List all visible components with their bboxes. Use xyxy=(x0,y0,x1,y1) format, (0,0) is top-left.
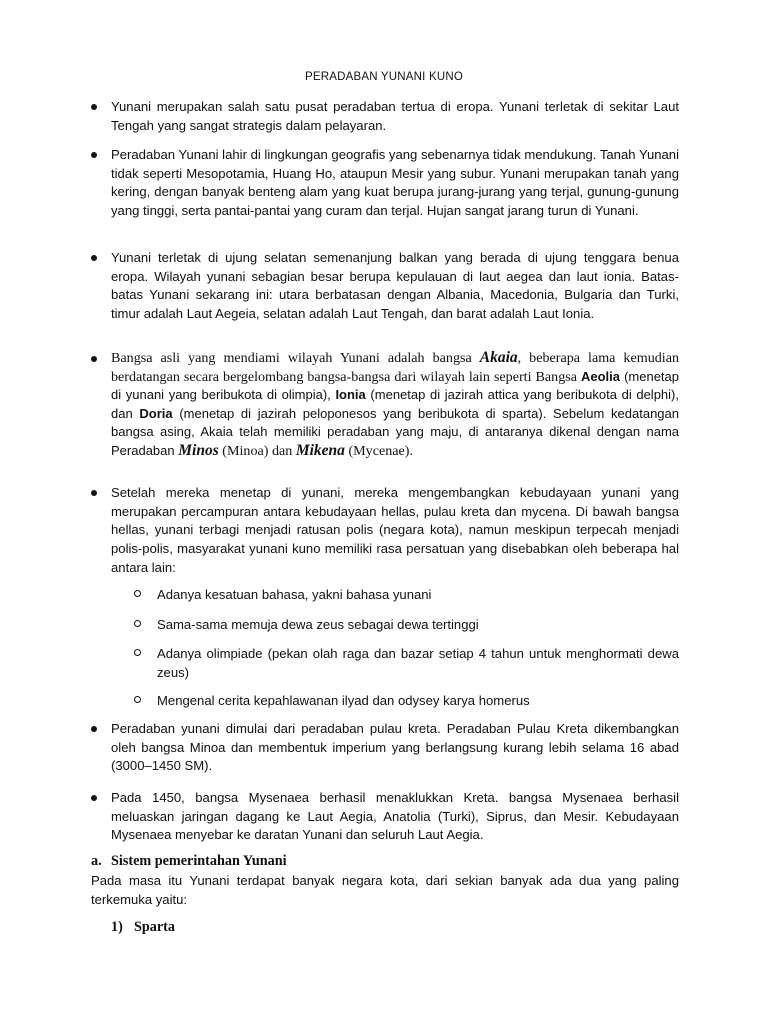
circle-bullet-icon xyxy=(134,649,141,656)
bullet-text-4 xyxy=(111,349,679,461)
text-run: Bangsa asli yang mendiami wilayah Yunani adalah bangsa xyxy=(111,350,480,366)
subsection-title: Sparta xyxy=(134,919,175,935)
bullet-icon xyxy=(91,726,97,732)
subsection-heading-1 xyxy=(111,919,175,936)
bullet-text-5: Setelah mereka menetap di yunani, mereka mengembangkan kebudayaan yunani yang merupakan percampuran antara kebudayaan hellas, pulau kreta dan mycena. Di bawah bangsa hellas, yunani terbagi menjadi ratusan polis (negara kota), namun meskipun terpecah menjadi polis-polis, masyarakat yunani kuno memiliki rasa persatuan yang disebabkan oleh beberapa hal antara lain: xyxy=(111,485,679,575)
bullet-icon xyxy=(91,104,97,110)
sub-text-1: Adanya kesatuan bahasa, yakni bahasa yunani xyxy=(157,587,432,602)
term-mikena: Mikena xyxy=(295,441,345,459)
text-run: (menetap di jazirah peloponesos yang beribukota di sparta). Sebelum kedatangan bangsa asing, Akaia telah memiliki peradaban yang maju, di antaranya dikenal dengan nama Peradaban xyxy=(111,405,679,458)
text-run: (menetap di jazirah attica yang beribukota di delphi), dan xyxy=(111,387,679,421)
sub-text-4: Mengenal cerita kepahlawanan ilyad dan odysey karya homerus xyxy=(157,693,530,708)
sub-text-3: Adanya olimpiade (pekan olah raga dan bazar setiap 4 tahun untuk menghormati dewa zeus) xyxy=(157,646,679,680)
section-title: Sistem pemerintahan Yunani xyxy=(111,853,287,869)
bullet-text-3: Yunani terletak di ujung selatan semenanjung balkan yang berada di ujung tenggara benua eropa. Wilayah yunani sebagian besar berupa kepulauan di laut aegea dan laut ionia. Batas-batas Yunani sekarang ini: utara berbatasan dengan Albania, Macedonia, Bulgaria dan Turki, timur adalah Laut Aegeia, selatan adalah Laut Tengah, dan barat adalah Laut Ionia. xyxy=(111,250,679,322)
term-ionia: Ionia xyxy=(335,387,366,403)
section-heading-a xyxy=(91,853,287,870)
bullet-icon xyxy=(91,490,97,496)
bullet-text-2: Peradaban Yunani lahir di lingkungan geografis yang sebenarnya tidak mendukung. Tanah Yunani tidak seperti Mesopotamia, Huang Ho, ataupun Mesir yang subur. Yunani merupakan tanah yang kering, dengan banyak benteng alam yang kuat berupa jurang-jurang yang terjal, gunung-gunung yang tinggi, serta pantai-pantai yang curam dan terjal. Hujan sangat jarang turun di Yunani. xyxy=(111,147,679,219)
bullet-text-7: Pada 1450, bangsa Mysenaea berhasil menaklukkan Kreta. bangsa Mysenaea berhasil meluaskan jaringan dagang ke Laut Aegia, Anatolia (Turki), Siprus, dan Mesir. Kebudayaan Mysenaea menyebar ke daratan Yunani dan seluruh Laut Aegia. xyxy=(111,790,679,843)
document-title: PERADABAN YUNANI KUNO xyxy=(305,71,463,83)
bullet-icon xyxy=(91,795,97,801)
text-run: (menetap di yunani yang beribukota di olimpia), xyxy=(111,368,679,403)
bullet-icon xyxy=(91,152,97,158)
term-minos: Minos xyxy=(178,441,219,459)
term-aeolia: Aeolia xyxy=(580,368,620,384)
text-run: (Minoa) dan xyxy=(218,442,296,459)
subsection-label: 1) xyxy=(111,919,123,935)
sub-text-2: Sama-sama memuja dewa zeus sebagai dewa tertinggi xyxy=(157,617,479,632)
bullet-text-6: Peradaban yunani dimulai dari peradaban pulau kreta. Peradaban Pulau Kreta dikembangkan oleh bangsa Minoa dan membentuk imperium yang berlangsung kurang lebih selama 16 abad (3000–1450 SM). xyxy=(111,721,679,774)
bullet-icon xyxy=(91,356,97,362)
section-label: a. xyxy=(91,853,102,869)
bullet-icon xyxy=(91,255,97,261)
section-paragraph: Pada masa itu Yunani terdapat banyak negara kota, dari sekian banyak ada dua yang paling terkemuka yaitu: xyxy=(91,873,679,907)
circle-bullet-icon xyxy=(134,590,141,597)
circle-bullet-icon xyxy=(134,696,141,703)
bullet-text-1: Yunani merupakan salah satu pusat peradaban tertua di eropa. Yunani terletak di sekitar Laut Tengah yang sangat strategis dalam pelayaran. xyxy=(111,99,679,133)
text-run: (Mycenae). xyxy=(344,442,414,459)
term-akaia: Akaia xyxy=(479,349,518,366)
term-doria: Doria xyxy=(139,405,173,421)
text-run: , beberapa lama kemudian berdatangan secara bergelombang bangsa-bangsa dari wilayah lain seperti Bangsa xyxy=(111,350,679,385)
circle-bullet-icon xyxy=(134,620,141,627)
